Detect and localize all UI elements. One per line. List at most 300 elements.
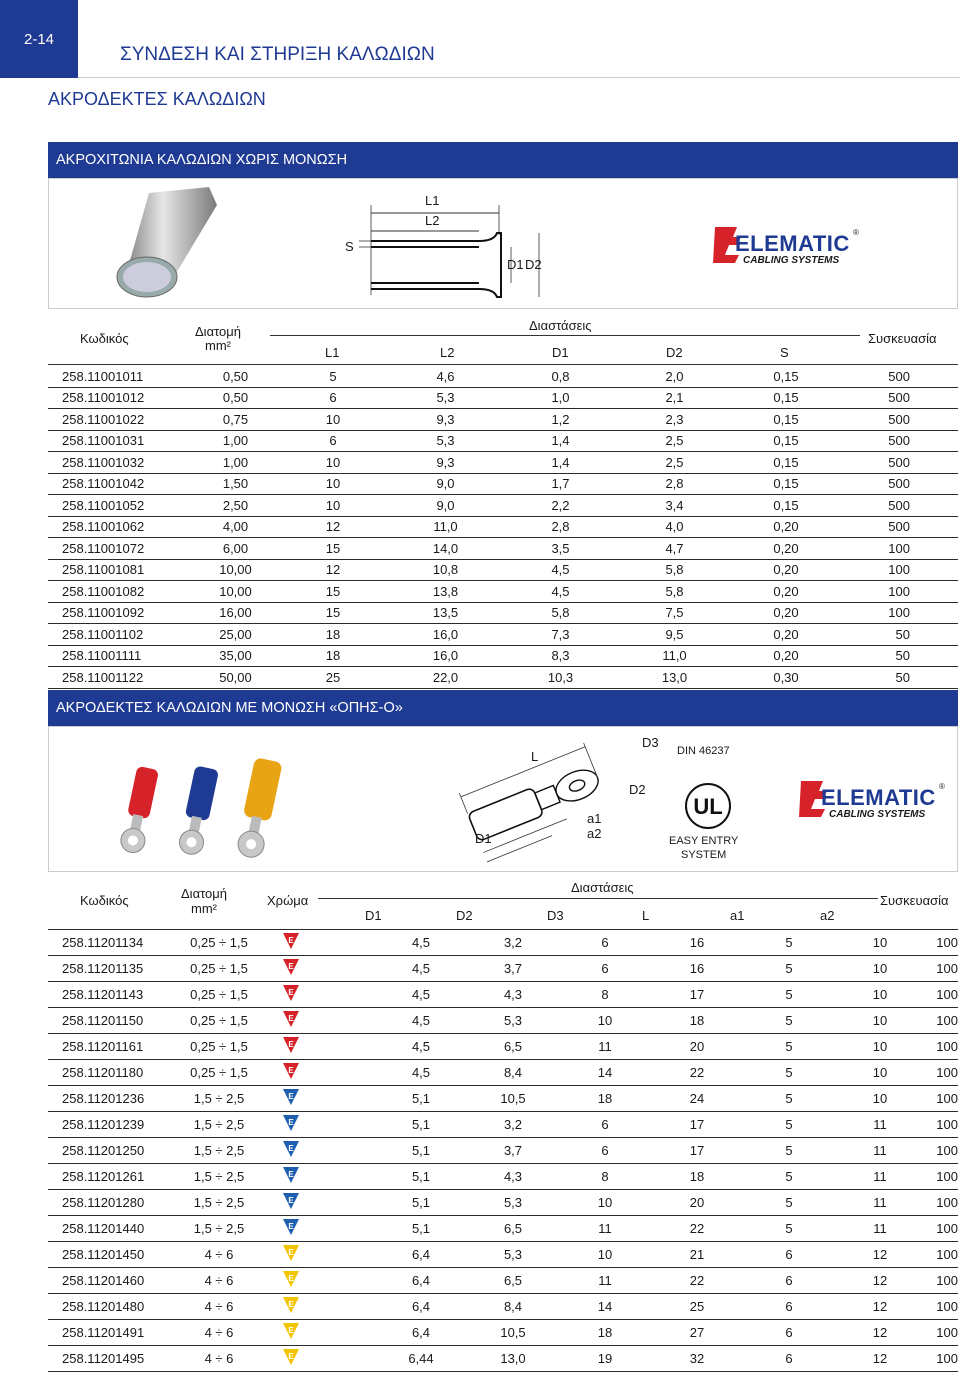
table-cell: 2,8 xyxy=(618,473,731,495)
table-cell: 6 xyxy=(743,1320,835,1346)
table-cell: 0,15 xyxy=(731,452,841,474)
color-swatch-icon xyxy=(283,1011,299,1027)
table-cell: 10,00 xyxy=(193,559,278,581)
table-cell: 5,8 xyxy=(618,581,731,603)
table-cell: 258.11001072 xyxy=(48,538,193,560)
table-cell: 500 xyxy=(841,516,958,538)
table-cell: 11 xyxy=(835,1164,925,1190)
table-cell: 1,5 ÷ 2,5 xyxy=(173,1216,265,1242)
table-cell: 0,20 xyxy=(731,602,841,624)
table-cell: 11,0 xyxy=(388,516,503,538)
s2-header-section: Διατομή xyxy=(181,886,227,901)
table-cell: 25,00 xyxy=(193,624,278,646)
color-swatch-cell xyxy=(265,982,375,1008)
table-cell: 1,00 xyxy=(193,430,278,452)
table-cell: 0,20 xyxy=(731,559,841,581)
terminals-photo xyxy=(99,757,299,869)
table-row xyxy=(48,430,958,452)
table-cell: 100 xyxy=(841,602,958,624)
table-cell: 1,2 xyxy=(503,409,618,431)
table-cell: 2,1 xyxy=(618,387,731,409)
section1-table xyxy=(48,366,958,689)
s2-dims-rule xyxy=(318,898,878,899)
table-cell: 258.11201450 xyxy=(48,1242,173,1268)
table-cell: 3,5 xyxy=(503,538,618,560)
table-cell: 4,5 xyxy=(375,956,467,982)
table-cell: 100 xyxy=(925,1138,958,1164)
table-cell: 6 xyxy=(743,1294,835,1320)
s2-header-d2: D2 xyxy=(456,908,473,923)
table-cell: 18 xyxy=(278,645,388,667)
table-cell: 6,4 xyxy=(375,1320,467,1346)
color-swatch-icon xyxy=(283,1349,299,1365)
table-cell: 10,8 xyxy=(388,559,503,581)
table-cell: 10 xyxy=(835,982,925,1008)
s1-header-d2: D2 xyxy=(666,345,683,360)
svg-text:E: E xyxy=(288,1196,294,1205)
table-cell: 100 xyxy=(925,1242,958,1268)
table-row xyxy=(48,452,958,474)
color-swatch-icon xyxy=(283,985,299,1001)
table-cell: 18 xyxy=(651,1008,743,1034)
table-cell: 258.11201261 xyxy=(48,1164,173,1190)
table-row xyxy=(48,495,958,517)
table-cell: 500 xyxy=(841,409,958,431)
diagram-label-d2: D2 xyxy=(525,257,542,272)
table-cell: 16,00 xyxy=(193,602,278,624)
table-cell: 10 xyxy=(835,1034,925,1060)
ferrule-diagram xyxy=(329,185,589,305)
logo-sub-2: CABLING SYSTEMS xyxy=(829,809,926,819)
s1-header-l2: L2 xyxy=(440,345,455,360)
table-cell: 1,50 xyxy=(193,473,278,495)
chapter-title: ΣΥΝΔΕΣΗ ΚΑΙ ΣΤΗΡΙΞΗ ΚΑΛΩΔΙΩΝ xyxy=(120,44,435,65)
table-cell: 258.11201280 xyxy=(48,1190,173,1216)
color-swatch-icon xyxy=(283,1245,299,1261)
table-cell: 0,20 xyxy=(731,581,841,603)
table-row xyxy=(48,930,958,956)
table-cell: 10 xyxy=(559,1242,651,1268)
section2-table xyxy=(48,929,958,1372)
table-row xyxy=(48,1164,958,1190)
elematic-logo-mark-2 xyxy=(799,777,949,819)
table-cell: 6,5 xyxy=(467,1268,559,1294)
table-cell: 3,2 xyxy=(467,1112,559,1138)
table-cell: 1,00 xyxy=(193,452,278,474)
table-cell: 6,5 xyxy=(467,1034,559,1060)
table-cell: 9,5 xyxy=(618,624,731,646)
table-cell: 6,44 xyxy=(375,1346,467,1372)
table-cell: 4,5 xyxy=(503,581,618,603)
table-cell: 0,25 ÷ 1,5 xyxy=(173,956,265,982)
table-cell: 0,30 xyxy=(731,667,841,689)
table-cell: 13,5 xyxy=(388,602,503,624)
table-cell: 5 xyxy=(743,956,835,982)
logo-registered: ® xyxy=(853,228,859,237)
table-cell: 1,5 ÷ 2,5 xyxy=(173,1138,265,1164)
table-cell: 50,00 xyxy=(193,667,278,689)
table-cell: 6 xyxy=(559,930,651,956)
table-cell: 10 xyxy=(278,452,388,474)
table-cell: 5,1 xyxy=(375,1164,467,1190)
table-cell: 18 xyxy=(651,1164,743,1190)
table-cell: 100 xyxy=(841,559,958,581)
table-cell: 0,20 xyxy=(731,624,841,646)
table-cell: 500 xyxy=(841,495,958,517)
table-cell: 258.11201480 xyxy=(48,1294,173,1320)
table-row xyxy=(48,1008,958,1034)
table-cell: 12 xyxy=(278,559,388,581)
table-cell: 0,20 xyxy=(731,645,841,667)
table-cell: 27 xyxy=(651,1320,743,1346)
table-cell: 24 xyxy=(651,1086,743,1112)
svg-text:E: E xyxy=(288,1118,294,1127)
table-cell: 4,0 xyxy=(618,516,731,538)
table-cell: 7,3 xyxy=(503,624,618,646)
table-cell: 5 xyxy=(743,1190,835,1216)
table-cell: 5,8 xyxy=(618,559,731,581)
section2-banner xyxy=(48,690,958,726)
table-cell: 0,8 xyxy=(503,366,618,387)
easy-entry-label: EASY ENTRY xyxy=(669,835,739,847)
table-row xyxy=(48,581,958,603)
color-swatch-icon xyxy=(283,1141,299,1157)
table-cell: 9,3 xyxy=(388,452,503,474)
table-cell: 0,25 ÷ 1,5 xyxy=(173,1060,265,1086)
section1-banner xyxy=(48,142,958,178)
table-cell: 5,1 xyxy=(375,1190,467,1216)
table-cell: 4 ÷ 6 xyxy=(173,1294,265,1320)
table-cell: 22,0 xyxy=(388,667,503,689)
table-cell: 6 xyxy=(559,956,651,982)
system-label: SYSTEM xyxy=(681,849,727,861)
table-cell: 32 xyxy=(651,1346,743,1372)
table-cell: 2,5 xyxy=(618,452,731,474)
table-cell: 2,2 xyxy=(503,495,618,517)
table-cell: 13,8 xyxy=(388,581,503,603)
color-swatch-cell xyxy=(265,1034,375,1060)
svg-text:E: E xyxy=(288,1274,294,1283)
table-cell: 12 xyxy=(835,1320,925,1346)
color-swatch-cell xyxy=(265,1138,375,1164)
table-cell: 258.11001081 xyxy=(48,559,193,581)
table-cell: 9,3 xyxy=(388,409,503,431)
table-cell: 18 xyxy=(559,1320,651,1346)
elematic-logo-2 xyxy=(799,777,949,824)
table-cell: 500 xyxy=(841,452,958,474)
table-cell: 13,0 xyxy=(467,1346,559,1372)
color-swatch-icon xyxy=(283,1271,299,1287)
svg-text:E: E xyxy=(288,1352,294,1361)
table-cell: 6 xyxy=(743,1346,835,1372)
s1-header-code: Κωδικός xyxy=(80,331,129,346)
color-swatch-icon xyxy=(283,1323,299,1339)
s2-header-dims: Διαστάσεις xyxy=(571,880,634,895)
s2-header-unit: mm² xyxy=(191,901,217,916)
table-cell: 100 xyxy=(925,1294,958,1320)
table-cell: 6,4 xyxy=(375,1242,467,1268)
table-row xyxy=(48,1112,958,1138)
color-swatch-cell xyxy=(265,1268,375,1294)
table-cell: 35,00 xyxy=(193,645,278,667)
diagram-label-d3: D3 xyxy=(642,735,659,750)
s1-header-rule xyxy=(48,364,958,365)
table-cell: 258.11001011 xyxy=(48,366,193,387)
s2-header-a2: a2 xyxy=(820,908,835,923)
table-cell: 0,15 xyxy=(731,387,841,409)
table-row xyxy=(48,366,958,387)
table-cell: 5 xyxy=(743,1164,835,1190)
color-swatch-cell xyxy=(265,1294,375,1320)
table-cell: 0,50 xyxy=(193,366,278,387)
table-cell: 100 xyxy=(925,930,958,956)
table-cell: 11 xyxy=(559,1268,651,1294)
diagram-label-d2b: D2 xyxy=(629,782,646,797)
color-swatch-cell xyxy=(265,1112,375,1138)
table-cell: 0,15 xyxy=(731,430,841,452)
table-cell: 258.11201135 xyxy=(48,956,173,982)
color-swatch-icon xyxy=(283,1115,299,1131)
color-swatch-icon xyxy=(283,933,299,949)
table-cell: 12 xyxy=(835,1268,925,1294)
table-cell: 4,3 xyxy=(467,982,559,1008)
svg-text:E: E xyxy=(288,1300,294,1309)
table-cell: 1,7 xyxy=(503,473,618,495)
table-cell: 9,0 xyxy=(388,495,503,517)
table-cell: 10 xyxy=(835,1060,925,1086)
logo-registered-2: ® xyxy=(939,782,945,791)
svg-text:E: E xyxy=(288,1248,294,1257)
table-cell: 9,0 xyxy=(388,473,503,495)
table-cell: 18 xyxy=(278,624,388,646)
table-cell: 258.11001052 xyxy=(48,495,193,517)
s1-header-unit: mm² xyxy=(205,338,231,353)
table-cell: 5,3 xyxy=(388,387,503,409)
table-cell: 258.11001031 xyxy=(48,430,193,452)
table-cell: 5 xyxy=(743,930,835,956)
table-cell: 6 xyxy=(559,1138,651,1164)
table-cell: 100 xyxy=(925,982,958,1008)
table-cell: 17 xyxy=(651,982,743,1008)
table-cell: 100 xyxy=(925,1086,958,1112)
table-cell: 20 xyxy=(651,1190,743,1216)
svg-text:E: E xyxy=(288,1066,294,1075)
table-cell: 5 xyxy=(743,1216,835,1242)
table-cell: 5,1 xyxy=(375,1216,467,1242)
s1-header-d1: D1 xyxy=(552,345,569,360)
table-cell: 10 xyxy=(278,495,388,517)
ul-mark-text: UL xyxy=(693,794,723,819)
table-cell: 15 xyxy=(278,538,388,560)
table-row xyxy=(48,982,958,1008)
table-cell: 258.11201250 xyxy=(48,1138,173,1164)
table-cell: 10 xyxy=(835,1086,925,1112)
svg-text:E: E xyxy=(288,1222,294,1231)
table-row xyxy=(48,1294,958,1320)
diagram-label-a1: a1 xyxy=(587,811,602,826)
table-cell: 4,5 xyxy=(375,1060,467,1086)
table-cell: 5 xyxy=(743,1034,835,1060)
table-cell: 258.11001111 xyxy=(48,645,193,667)
table-cell: 4,5 xyxy=(375,1008,467,1034)
table-cell: 12 xyxy=(835,1242,925,1268)
s1-dims-rule xyxy=(270,335,860,336)
table-cell: 5,3 xyxy=(388,430,503,452)
table-cell: 3,4 xyxy=(618,495,731,517)
table-cell: 5,1 xyxy=(375,1112,467,1138)
table-cell: 2,3 xyxy=(618,409,731,431)
table-cell: 18 xyxy=(559,1086,651,1112)
table-row xyxy=(48,409,958,431)
svg-text:E: E xyxy=(288,988,294,997)
table-row xyxy=(48,1034,958,1060)
table-cell: 258.11001042 xyxy=(48,473,193,495)
table-cell: 6,00 xyxy=(193,538,278,560)
table-cell: 6 xyxy=(743,1242,835,1268)
table-cell: 0,25 ÷ 1,5 xyxy=(173,1008,265,1034)
table-cell: 22 xyxy=(651,1060,743,1086)
s1-header-s: S xyxy=(780,345,789,360)
color-swatch-cell xyxy=(265,1346,375,1372)
table-cell: 3,2 xyxy=(467,930,559,956)
table-cell: 50 xyxy=(841,667,958,689)
diagram-label-d1: D1 xyxy=(507,257,524,272)
table-cell: 1,5 ÷ 2,5 xyxy=(173,1086,265,1112)
s1-header-section: Διατομή xyxy=(195,324,241,339)
table-cell: 258.11201161 xyxy=(48,1034,173,1060)
table-cell: 50 xyxy=(841,645,958,667)
color-swatch-cell xyxy=(265,1190,375,1216)
logo-text-2: ELEMATIC xyxy=(821,785,936,810)
color-swatch-cell xyxy=(265,1216,375,1242)
logo-text: ELEMATIC xyxy=(735,231,850,256)
table-cell: 6,4 xyxy=(375,1268,467,1294)
table-cell: 19 xyxy=(559,1346,651,1372)
color-swatch-icon xyxy=(283,1297,299,1313)
table-cell: 100 xyxy=(925,1268,958,1294)
table-cell: 4,5 xyxy=(503,559,618,581)
table-cell: 5 xyxy=(743,982,835,1008)
table-cell: 4 ÷ 6 xyxy=(173,1346,265,1372)
table-cell: 17 xyxy=(651,1112,743,1138)
table-cell: 10,5 xyxy=(467,1086,559,1112)
diagram-label-l2: L2 xyxy=(425,213,440,228)
table-cell: 100 xyxy=(925,956,958,982)
table-cell: 12 xyxy=(835,1346,925,1372)
table-cell: 258.11001012 xyxy=(48,387,193,409)
table-cell: 4,5 xyxy=(375,982,467,1008)
table-cell: 17 xyxy=(651,1138,743,1164)
table-row xyxy=(48,1268,958,1294)
table-cell: 20 xyxy=(651,1034,743,1060)
table-row xyxy=(48,1320,958,1346)
table-cell: 14 xyxy=(559,1060,651,1086)
color-swatch-icon xyxy=(283,1167,299,1183)
color-swatch-cell xyxy=(265,1164,375,1190)
table-cell: 15 xyxy=(278,581,388,603)
table-cell: 500 xyxy=(841,473,958,495)
table-cell: 5 xyxy=(743,1086,835,1112)
table-cell: 14,0 xyxy=(388,538,503,560)
table-cell: 6,5 xyxy=(467,1216,559,1242)
table-cell: 10 xyxy=(278,409,388,431)
table-cell: 6,4 xyxy=(375,1294,467,1320)
table-cell: 6 xyxy=(278,430,388,452)
table-cell: 5,3 xyxy=(467,1008,559,1034)
elematic-logo xyxy=(713,223,863,270)
table-cell: 1,5 ÷ 2,5 xyxy=(173,1190,265,1216)
section2-title: ΑΚΡΟΔΕΚΤΕΣ ΚΑΛΩΔΙΩΝ ΜΕ ΜΟΝΩΣΗ «ΟΠΗΣ-Ο» xyxy=(56,700,403,716)
table-cell: 5 xyxy=(278,366,388,387)
s2-header-a1: a1 xyxy=(730,908,745,923)
color-swatch-icon xyxy=(283,1037,299,1053)
header-divider xyxy=(78,77,960,78)
color-swatch-cell xyxy=(265,1242,375,1268)
table-cell: 5 xyxy=(743,1060,835,1086)
color-swatch-cell xyxy=(265,956,375,982)
table-cell: 25 xyxy=(278,667,388,689)
table-cell: 50 xyxy=(841,624,958,646)
color-swatch-cell xyxy=(265,1008,375,1034)
table-cell: 0,15 xyxy=(731,473,841,495)
table-cell: 11 xyxy=(559,1216,651,1242)
s1-header-l1: L1 xyxy=(325,345,340,360)
table-row xyxy=(48,1060,958,1086)
table-cell: 258.11001102 xyxy=(48,624,193,646)
table-cell: 6 xyxy=(278,387,388,409)
table-cell: 100 xyxy=(925,1216,958,1242)
table-cell: 12 xyxy=(278,516,388,538)
table-cell: 0,25 ÷ 1,5 xyxy=(173,982,265,1008)
table-cell: 2,0 xyxy=(618,366,731,387)
table-cell: 16 xyxy=(651,956,743,982)
table-cell: 1,4 xyxy=(503,430,618,452)
s2-header-pack: Συσκευασία xyxy=(880,893,949,908)
table-cell: 4 ÷ 6 xyxy=(173,1268,265,1294)
table-cell: 258.11201180 xyxy=(48,1060,173,1086)
table-row xyxy=(48,667,958,689)
s2-header-d3: D3 xyxy=(547,908,564,923)
table-cell: 258.11201460 xyxy=(48,1268,173,1294)
table-cell: 8 xyxy=(559,1164,651,1190)
table-cell: 100 xyxy=(925,1060,958,1086)
table-row xyxy=(48,1216,958,1242)
diagram-label-l1: L1 xyxy=(425,193,440,208)
table-cell: 10,5 xyxy=(467,1320,559,1346)
table-cell: 8,4 xyxy=(467,1294,559,1320)
table-cell: 3,7 xyxy=(467,956,559,982)
table-cell: 4 ÷ 6 xyxy=(173,1242,265,1268)
table-cell: 0,50 xyxy=(193,387,278,409)
color-swatch-icon xyxy=(283,1193,299,1209)
table-cell: 100 xyxy=(925,1008,958,1034)
s1-header-pack: Συσκευασία xyxy=(868,331,937,346)
table-row xyxy=(48,602,958,624)
table-cell: 258.11001022 xyxy=(48,409,193,431)
table-cell: 0,20 xyxy=(731,516,841,538)
table-cell: 0,15 xyxy=(731,409,841,431)
table-cell: 2,5 xyxy=(618,430,731,452)
table-cell: 6 xyxy=(743,1268,835,1294)
table-cell: 11 xyxy=(835,1216,925,1242)
table-cell: 4,6 xyxy=(388,366,503,387)
svg-text:E: E xyxy=(288,936,294,945)
table-cell: 5 xyxy=(743,1008,835,1034)
table-cell: 10 xyxy=(278,473,388,495)
table-cell: 16,0 xyxy=(388,624,503,646)
table-cell: 25 xyxy=(651,1294,743,1320)
table-cell: 500 xyxy=(841,387,958,409)
